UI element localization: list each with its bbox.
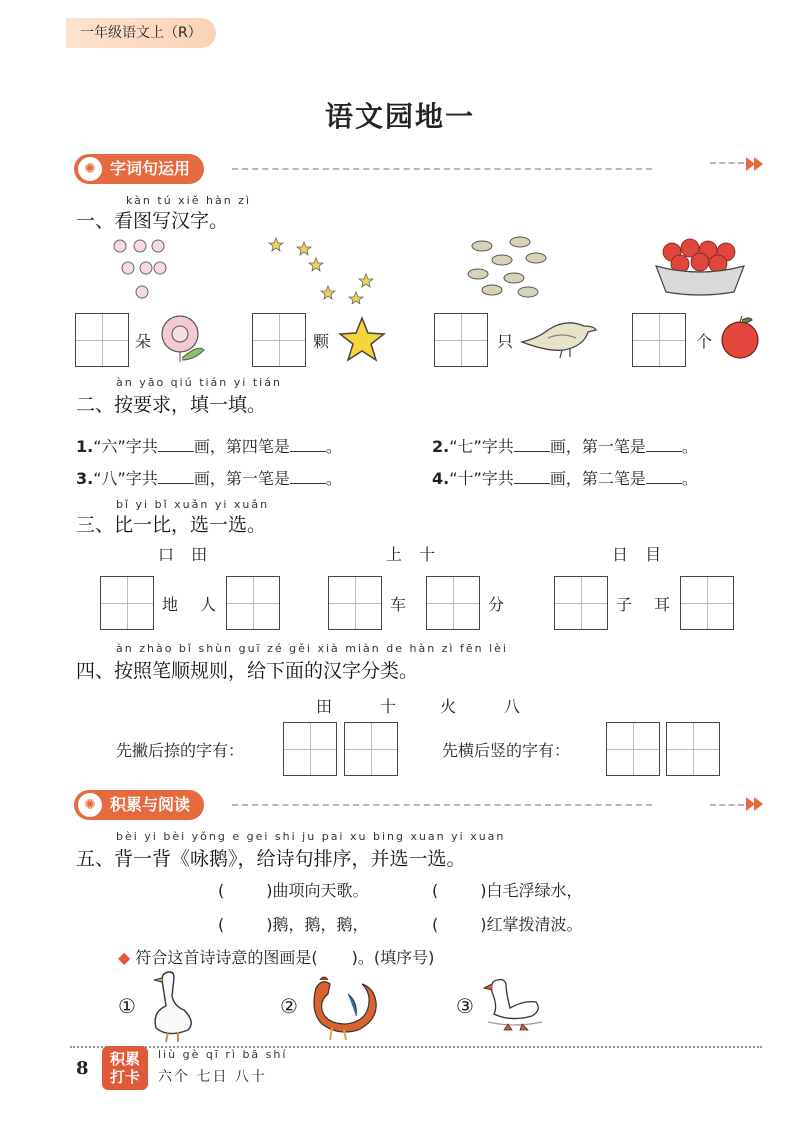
q1-title: 一、看图写汉字。 bbox=[76, 210, 229, 232]
word-char: 车 bbox=[390, 595, 407, 614]
apple-icon bbox=[718, 314, 762, 360]
section-badge-reading bbox=[74, 790, 204, 820]
card-label: 积累 bbox=[109, 1050, 140, 1068]
arrow-icon bbox=[754, 797, 763, 811]
answer-grid[interactable] bbox=[666, 722, 720, 776]
answer-blank[interactable] bbox=[646, 469, 682, 484]
answer-grid[interactable] bbox=[680, 576, 734, 630]
section-divider bbox=[232, 168, 652, 170]
q2-title: 二、按要求，填一填。 bbox=[76, 394, 267, 416]
swan-option-image[interactable] bbox=[480, 970, 550, 1036]
item-text: 画，第二笔是 bbox=[549, 469, 646, 488]
measure-word: 颗 bbox=[313, 332, 330, 351]
char-pair: 上 十 bbox=[386, 545, 442, 564]
poem-line: ( )红掌拨清波。 bbox=[432, 915, 583, 934]
answer-grid[interactable] bbox=[434, 313, 488, 367]
answer-grid[interactable] bbox=[426, 576, 480, 630]
stars-illustration bbox=[268, 234, 378, 304]
item-text: 。 bbox=[681, 469, 698, 488]
char-pair: 日 目 bbox=[612, 545, 668, 564]
item-text: “八”字共 bbox=[93, 469, 158, 488]
sort-char: 十 bbox=[380, 697, 397, 716]
word-char: 耳 bbox=[654, 595, 671, 614]
bird-icon bbox=[518, 316, 598, 358]
q2-item bbox=[76, 434, 342, 457]
answer-grid[interactable] bbox=[252, 313, 306, 367]
item-text: “十”字共 bbox=[449, 469, 514, 488]
word-char: 分 bbox=[488, 595, 505, 614]
answer-blank[interactable] bbox=[646, 437, 682, 452]
measure-word: 朵 bbox=[135, 332, 152, 351]
item-text: “六”字共 bbox=[93, 437, 158, 456]
item-text: 。 bbox=[681, 437, 698, 456]
arrow-icon bbox=[754, 157, 763, 171]
rooster-option-image[interactable] bbox=[302, 974, 380, 1042]
item-text: 画，第一笔是 bbox=[549, 437, 646, 456]
page-title: 语文园地一 bbox=[324, 100, 475, 133]
footer-words: 六个 七日 八十 bbox=[158, 1069, 267, 1085]
section-label: 字词句运用 bbox=[110, 159, 191, 178]
answer-blank[interactable] bbox=[158, 437, 194, 452]
answer-grid[interactable] bbox=[75, 313, 129, 367]
q1-pinyin: kàn tú xiě hàn zì bbox=[126, 194, 252, 207]
section-divider-short bbox=[710, 162, 744, 164]
star-icon bbox=[338, 316, 386, 362]
flowers-illustration bbox=[108, 236, 168, 304]
card-label: 打卡 bbox=[109, 1068, 140, 1086]
item-number: 3. bbox=[76, 469, 94, 488]
q2-item bbox=[432, 466, 698, 489]
punch-card-badge bbox=[102, 1046, 148, 1090]
item-number: 1. bbox=[76, 437, 94, 456]
item-text: 画，第一笔是 bbox=[193, 469, 290, 488]
item-text: 。 bbox=[325, 469, 342, 488]
lightbulb-icon: ✺ bbox=[78, 793, 102, 817]
q2-item bbox=[432, 434, 698, 457]
q5-pinyin: bèi yi bèi yǒng e gei shi ju pai xu bing xuan yi xuan bbox=[116, 830, 506, 843]
right-category-label: 先横后竖的字有： bbox=[442, 741, 571, 760]
answer-blank[interactable] bbox=[158, 469, 194, 484]
q2-pinyin: àn yāo qiú tián yi tián bbox=[116, 376, 282, 389]
item-number: 4. bbox=[432, 469, 450, 488]
poem-line: ( )白毛浮绿水， bbox=[432, 881, 583, 900]
answer-blank[interactable] bbox=[514, 437, 550, 452]
q4-pinyin: àn zhào bǐ shùn guī zé gěi xià miàn de hàn zì fēn lèi bbox=[116, 642, 508, 655]
choice-prompt bbox=[118, 945, 434, 968]
section-label: 积累与阅读 bbox=[110, 795, 191, 814]
flower-icon bbox=[154, 310, 212, 364]
q2-item bbox=[76, 466, 342, 489]
option-number: ③ bbox=[456, 994, 474, 1018]
poem-line: ( )鹅，鹅，鹅， bbox=[218, 915, 369, 934]
section-badge-usage bbox=[74, 154, 204, 184]
sort-char: 田 bbox=[316, 697, 333, 716]
poem-text: 白毛浮绿水， bbox=[486, 881, 583, 900]
word-char: 人 bbox=[200, 595, 217, 614]
answer-grid[interactable] bbox=[606, 722, 660, 776]
section-divider-short bbox=[710, 804, 744, 806]
poem-text: 红掌拨清波。 bbox=[486, 915, 583, 934]
item-text: 。 bbox=[325, 437, 342, 456]
word-char: 地 bbox=[162, 595, 179, 614]
goose-option-image[interactable] bbox=[148, 966, 200, 1044]
apple-basket-illustration bbox=[652, 238, 748, 296]
item-text: 画，第四笔是 bbox=[193, 437, 290, 456]
q3-pinyin: bǐ yi bǐ xuǎn yi xuǎn bbox=[116, 498, 270, 511]
item-number: 2. bbox=[432, 437, 450, 456]
measure-word: 个 bbox=[696, 332, 713, 351]
left-category-label: 先撇后捺的字有： bbox=[116, 741, 245, 760]
answer-grid[interactable] bbox=[632, 313, 686, 367]
char-pair: 口 田 bbox=[158, 545, 214, 564]
measure-word: 只 bbox=[497, 332, 514, 351]
q4-title: 四、按照笔顺规则，给下面的汉字分类。 bbox=[76, 660, 419, 682]
lightbulb-icon: ✺ bbox=[78, 157, 102, 181]
footer-pinyin: liù gè qī rì bā shí bbox=[158, 1048, 288, 1061]
grade-tag: 一年级语文上（R） bbox=[66, 18, 216, 48]
birds-illustration bbox=[462, 234, 552, 300]
word-char: 子 bbox=[616, 595, 633, 614]
poem-text: 曲项向天歌。 bbox=[272, 881, 369, 900]
q5-title: 五、背一背《咏鹅》，给诗句排序，并选一选。 bbox=[76, 848, 466, 870]
answer-grid[interactable] bbox=[100, 576, 154, 630]
answer-grid[interactable] bbox=[226, 576, 280, 630]
answer-grid[interactable] bbox=[344, 722, 398, 776]
answer-grid[interactable] bbox=[283, 722, 337, 776]
q3-title: 三、比一比，选一选。 bbox=[76, 514, 267, 536]
page-number: 8 bbox=[76, 1058, 89, 1079]
option-number: ① bbox=[118, 994, 136, 1018]
answer-blank[interactable] bbox=[514, 469, 550, 484]
poem-text: 鹅，鹅，鹅， bbox=[272, 915, 369, 934]
answer-blank[interactable] bbox=[290, 437, 326, 452]
sort-char: 火 bbox=[440, 697, 457, 716]
prompt-text: 符合这首诗诗意的图画是( bbox=[135, 948, 318, 967]
answer-grid[interactable] bbox=[554, 576, 608, 630]
diamond-icon: ◆ bbox=[118, 948, 131, 967]
sort-char: 八 bbox=[504, 697, 521, 716]
poem-line: ( )曲项向天歌。 bbox=[218, 881, 369, 900]
item-text: “七”字共 bbox=[449, 437, 514, 456]
prompt-text: )。(填序号) bbox=[351, 948, 435, 967]
option-number: ② bbox=[280, 994, 298, 1018]
section-divider bbox=[232, 804, 652, 806]
answer-blank[interactable] bbox=[290, 469, 326, 484]
answer-grid[interactable] bbox=[328, 576, 382, 630]
